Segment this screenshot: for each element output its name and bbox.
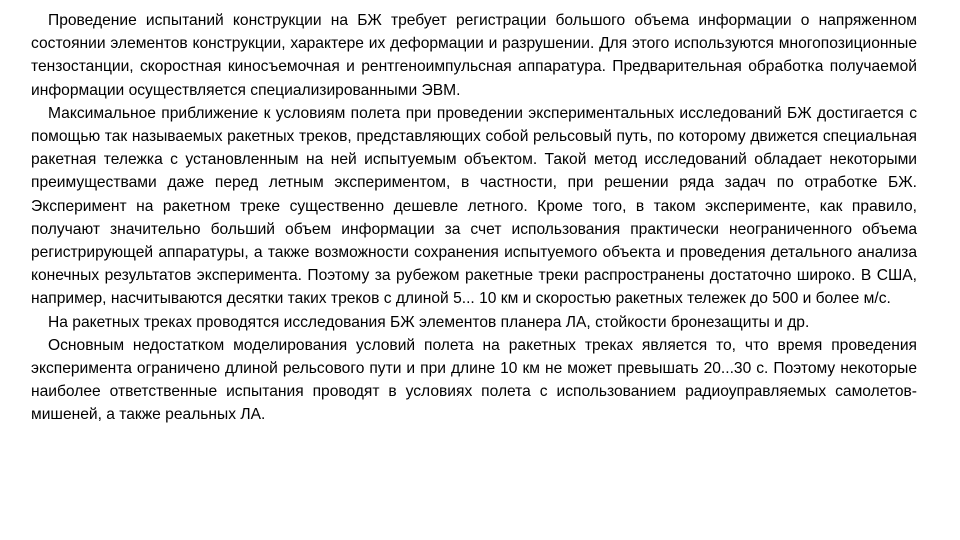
- paragraph-testing-registration: Проведение испытаний конструкции на БЖ требует регистрации большого объема информации о напряженном состоянии элементов конструкции, характере их деформации и разрушении. Для этого используются многопозиционные тензостанции, скоростная киносъемочная и рентгеноимпульсная аппаратура. Предварительная обработка получаемой информации осуществляется специализированными ЭВМ.: [31, 12, 917, 99]
- document-body: [31, 9, 917, 427]
- paragraph-rocket-tracks: Максимальное приближение к условиям полета при проведении экспериментальных исследований БЖ достигается с помощью так называемых ракетных треков, представляющих собой рельсовый путь, по которому движется специальная ракетная тележка с установленным на ней испытуемым объектом. Такой метод исследований обладает некоторыми преимуществами даже перед летным экспериментом, в частности, при решении ряда задач по отработке БЖ. Эксперимент на ракетном треке существенно дешевле летного. Кроме того, в таком эксперименте, как правило, получают значительно больший объем информации за счет использования практически неограниченного объема регистрирующей аппаратуры, а также возможности сохранения испытуемого объекта и проведения детального анализа конечных результатов эксперимента. Поэтому за рубежом ракетные треки распространены достаточно широко. В США, например, насчитываются десятки таких треков с длиной 5... 10 км и скоростью ракетных тележек до 500 и более м/с.: [31, 104, 917, 308]
- paragraph-main-drawback: Основным недостатком моделирования условий полета на ракетных треках является то, что время проведения эксперимента ограничено длиной рельсового пути и при длине 10 км не может превышать 20...30 с. Поэтому некоторые наиболее ответственные испытания проводят в условиях полета с использованием радиоуправляемых самолетов-мишеней, а также реальных ЛА.: [31, 336, 917, 424]
- paragraph-track-research: На ракетных треках проводятся исследования БЖ элементов планера ЛА, стойкости бронезащиты и др.: [48, 313, 810, 331]
